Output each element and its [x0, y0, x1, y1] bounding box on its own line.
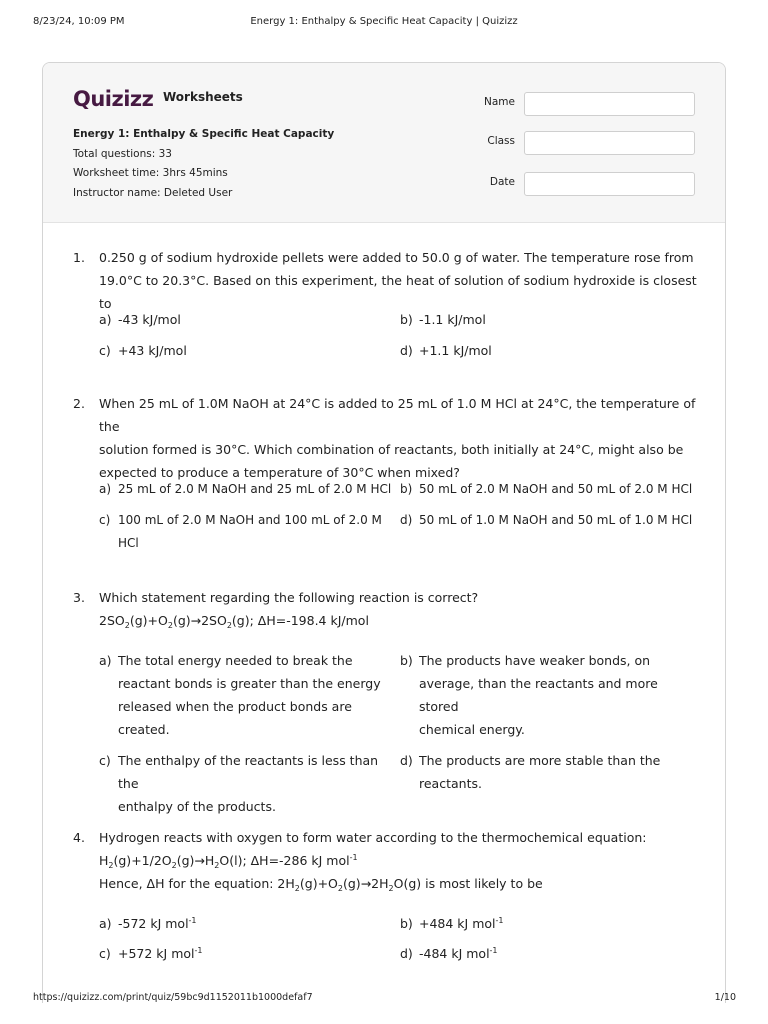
option-text: +43 kJ/mol: [118, 343, 187, 358]
print-date: 8/23/24, 10:09 PM: [33, 16, 125, 27]
instructor-name: Instructor name: Deleted User: [73, 186, 233, 199]
print-title: Energy 1: Enthalpy & Specific Heat Capacity | Quizizz: [250, 16, 518, 27]
option-text: -1.1 kJ/mol: [419, 312, 486, 327]
option-text: +484 kJ mol$^{-1}$: [419, 916, 504, 931]
question-stem: [99, 392, 699, 484]
option-text: +572 kJ mol$^{-1}$: [118, 946, 203, 961]
stem-line: 19.0°C to 20.3°C. Based on this experiment, the heat of solution of sodium hydroxide is closest to: [99, 273, 697, 311]
option-text: 25 mL of 2.0 M NaOH and 25 mL of 2.0 M HCl: [118, 482, 392, 496]
date-label: Date: [489, 176, 515, 188]
question-number: 3.: [73, 590, 85, 605]
option-letter: a): [99, 916, 112, 931]
stem-line: When 25 mL of 1.0M NaOH at 24°C is added to 25 mL of 1.0 M HCl at 24°C, the temperature of the: [99, 396, 696, 434]
option-text: The enthalpy of the reactants is less than the enthalpy of the products.: [118, 753, 379, 814]
option-letter: b): [400, 653, 413, 668]
option-letter: a): [99, 482, 112, 496]
option-letter: b): [400, 916, 413, 931]
option-text: -572 kJ mol$^{-1}$: [118, 916, 197, 931]
total-questions: Total questions: 33: [73, 147, 172, 160]
worksheet-card: [42, 62, 726, 1003]
option-text: 50 mL of 1.0 M NaOH and 50 mL of 1.0 M HCl: [419, 513, 693, 527]
option-line: 100 mL of 2.0 M NaOH and 100 mL of 2.0 M: [118, 513, 382, 527]
equation: $2SO_2(g)+O_2(g)\to 2SO_2(g)$; ΔH=-198.4 kJ/mol: [99, 613, 369, 630]
option-letter: d): [400, 753, 413, 768]
print-header: [0, 16, 768, 30]
worksheet-title: Energy 1: Enthalpy & Specific Heat Capacity: [73, 128, 335, 140]
option-letter: c): [99, 946, 111, 961]
name-label: Name: [484, 96, 515, 108]
worksheet-time: Worksheet time: 3hrs 45mins: [73, 167, 228, 179]
question-number: 2.: [73, 396, 85, 411]
option-letter: c): [99, 753, 111, 768]
option-letter: c): [99, 343, 111, 358]
option-letter: d): [400, 946, 413, 961]
option-letter: b): [400, 482, 413, 496]
question-stem: [99, 246, 699, 315]
option-text: The total energy needed to break the reactant bonds is greater than the energy released when the product bonds are created.: [118, 653, 381, 737]
worksheets-label: Worksheets: [163, 90, 243, 104]
page-url: https://quizizz.com/print/quiz/59bc9d1152011b1000defaf7: [33, 992, 313, 1003]
question-number: 4.: [73, 830, 85, 845]
option-letter: a): [99, 312, 112, 327]
option-text: 50 mL of 2.0 M NaOH and 50 mL of 2.0 M HCl: [419, 482, 693, 496]
logo-wordmark: Quizizz: [73, 87, 154, 111]
worksheet-meta: [73, 125, 334, 203]
option-text: -43 kJ/mol: [118, 312, 181, 327]
stem-line: Hence, ΔH for the equation: $2H_2(g)+O_2(g)\to 2H_2O(g)$ is most likely to be: [99, 876, 543, 893]
option-letter: d): [400, 343, 413, 358]
option-text: -484 kJ mol$^{-1}$: [419, 946, 498, 961]
question-number: 1.: [73, 250, 85, 265]
page-number: 1/10: [714, 992, 736, 1003]
quizizz-logo: [73, 85, 157, 111]
equation: $H_2(g)+1/2O_2(g)\to H_2O(l)$; ΔH=-286 kJ mol$^{-1}$: [99, 853, 358, 870]
date-field[interactable]: [524, 172, 695, 196]
option-text: The products are more stable than the reactants.: [419, 753, 661, 791]
option-text: The products have weaker bonds, on average, than the reactants and more stored chemical energy.: [419, 653, 658, 737]
class-label: Class: [487, 135, 515, 147]
name-field[interactable]: [524, 92, 695, 116]
option-letter: a): [99, 653, 112, 668]
stem-line: Which statement regarding the following reaction is correct?: [99, 590, 479, 605]
stem-line: expected to produce a temperature of 30°C when mixed?: [99, 465, 460, 480]
option-text: +1.1 kJ/mol: [419, 343, 492, 358]
option-text: [118, 509, 382, 555]
class-field[interactable]: [524, 131, 695, 155]
worksheet-header: [43, 63, 725, 223]
option-letter: d): [400, 513, 413, 527]
stem-line: 0.250 g of sodium hydroxide pellets were added to 50.0 g of water. The temperature rose from: [99, 250, 694, 265]
option-line: HCl: [118, 536, 139, 550]
option-letter: c): [99, 513, 111, 527]
stem-line: solution formed is 30°C. Which combination of reactants, both initially at 24°C, might also be: [99, 442, 684, 457]
option-letter: b): [400, 312, 413, 327]
stem-line: Hydrogen reacts with oxygen to form water according to the thermochemical equation:: [99, 830, 647, 845]
question-stem: [99, 826, 699, 895]
question-stem: [99, 586, 699, 632]
